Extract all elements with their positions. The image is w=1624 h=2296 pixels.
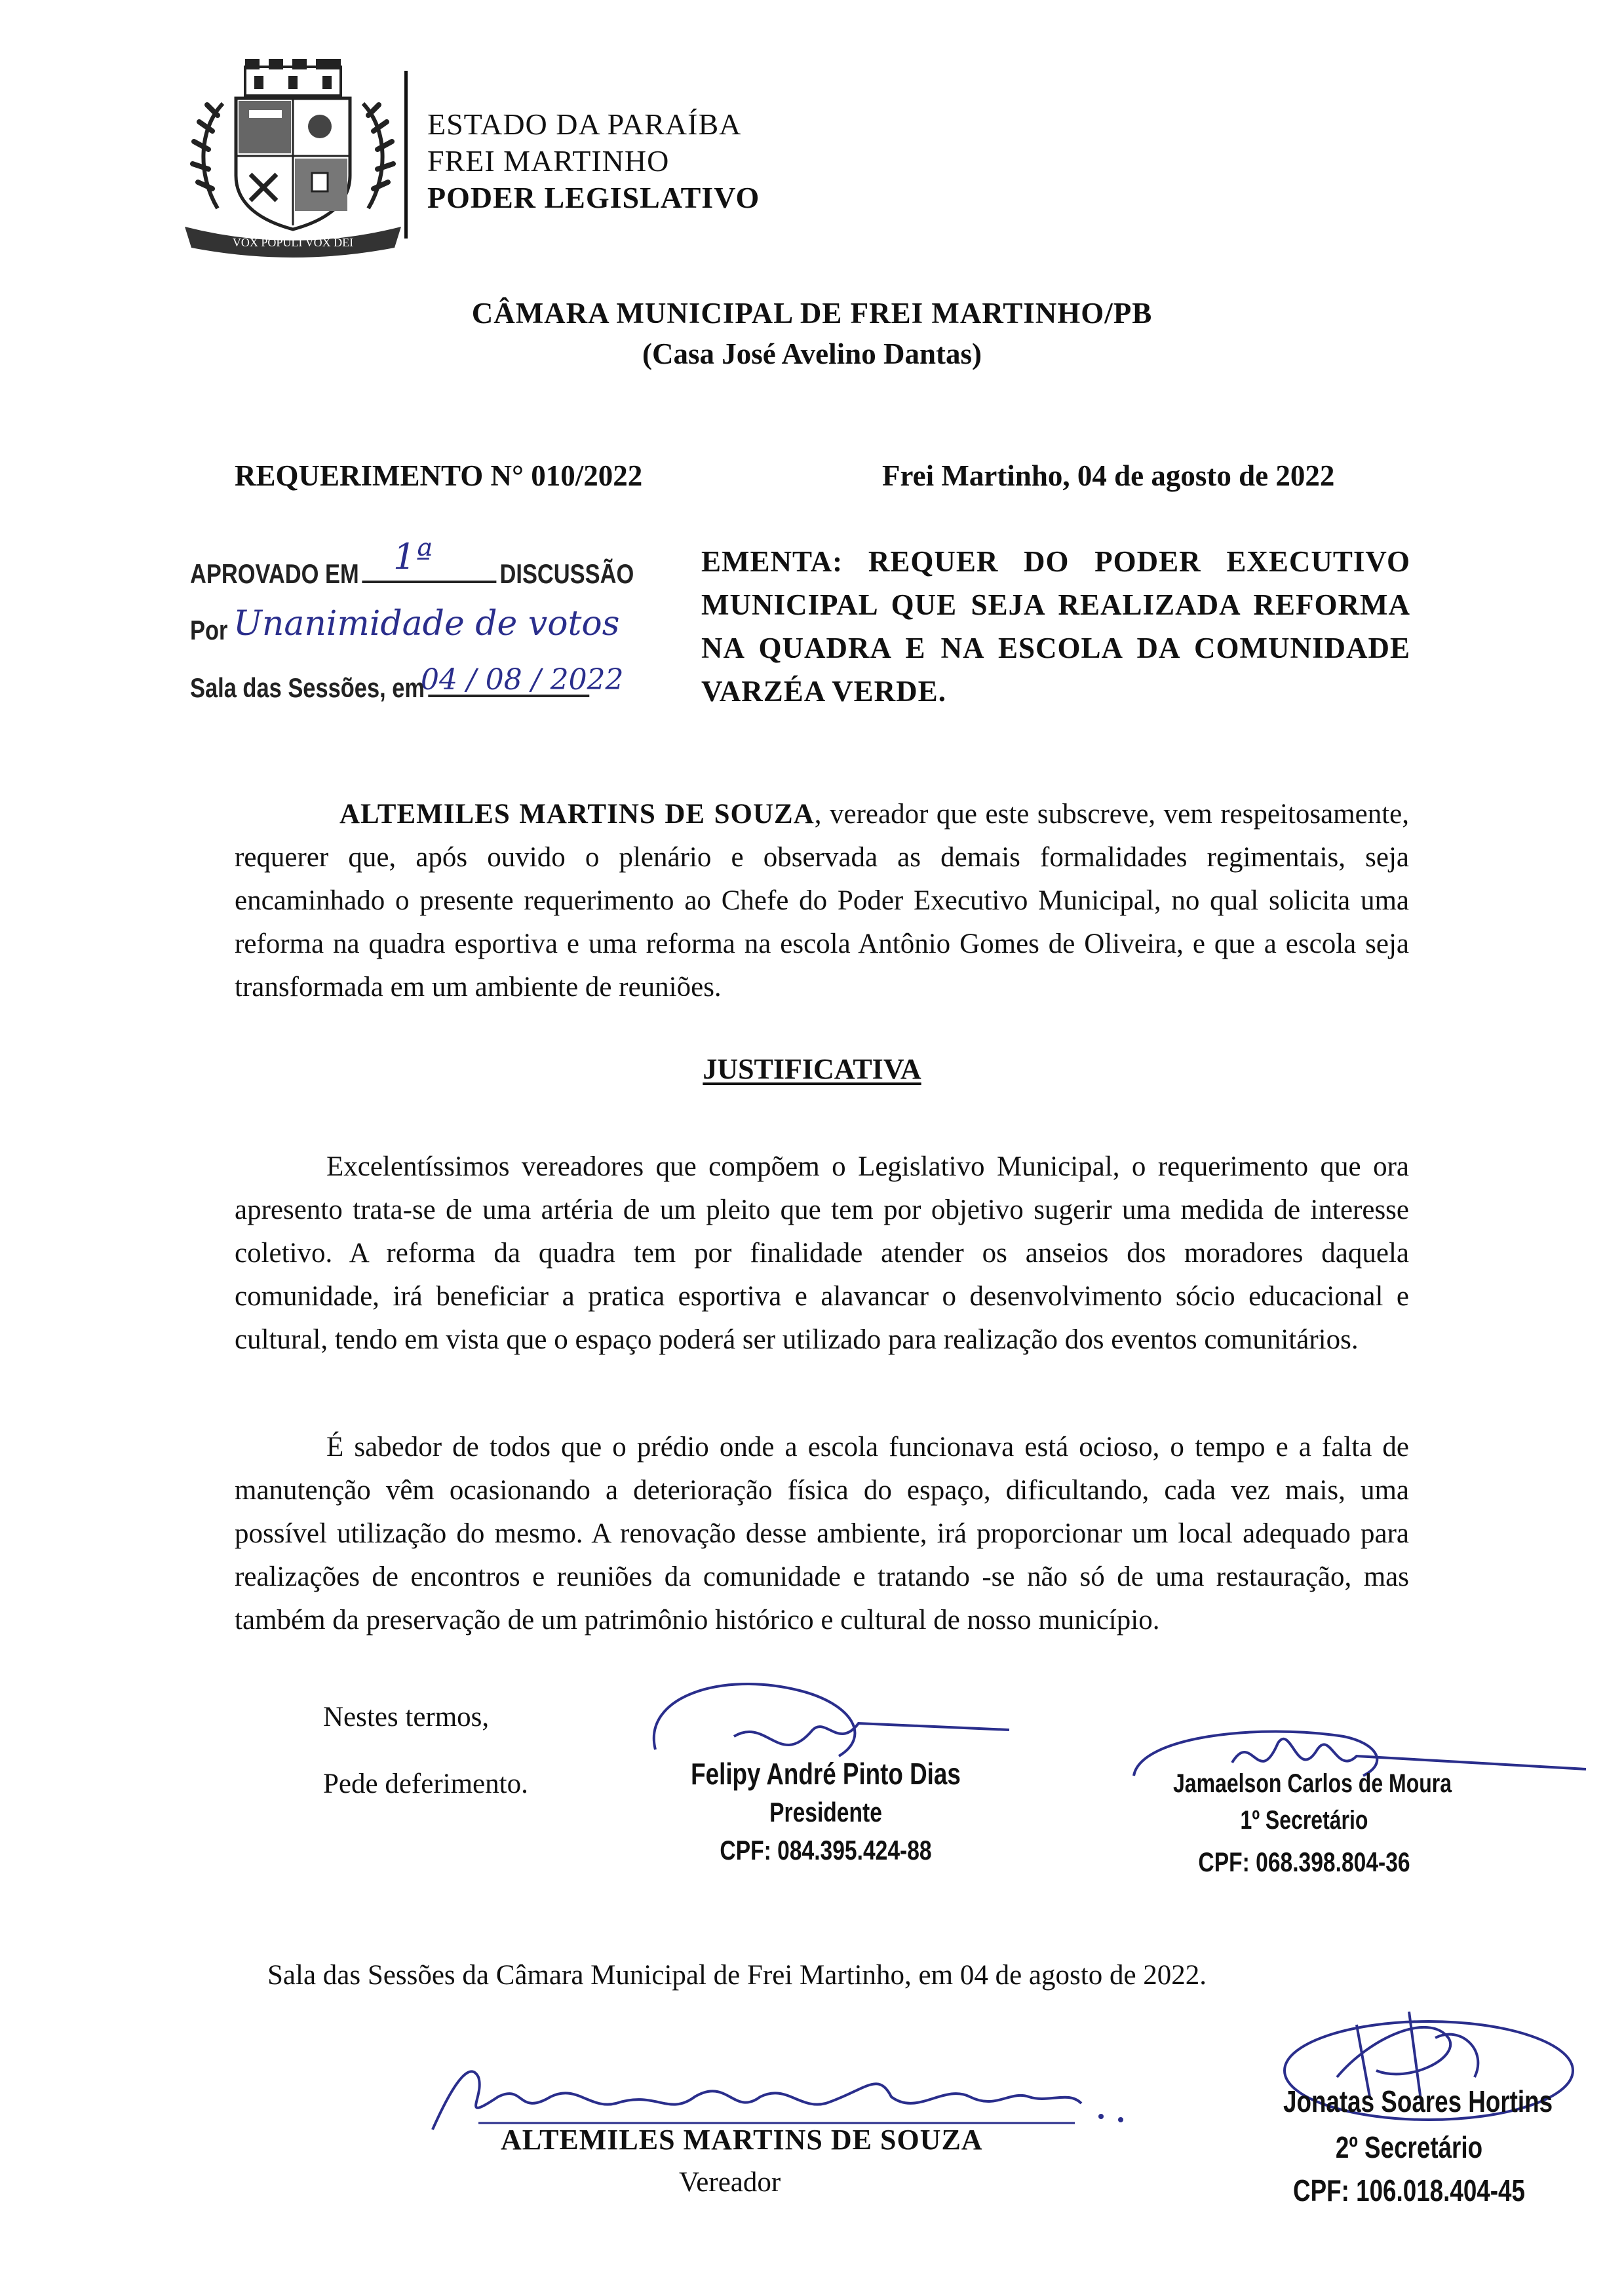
- header-block: [427, 106, 760, 216]
- stamp-session-label: Sala das Sessões, em: [190, 672, 425, 703]
- session-place-date: Sala das Sessões da Câmara Municipal de Frei Martinho, em 04 de agosto de 2022.: [267, 1960, 1207, 1991]
- request-number: REQUERIMENTO N° 010/2022: [235, 459, 643, 492]
- ementa: EMENTA: REQUER DO PODER EXECUTIVO MUNICIPAL QUE SEJA REALIZADA REFORMA NA QUADRA E NA ESCOLA DA COMUNIDADE VARZÉA VERDE.: [701, 545, 1410, 708]
- header-city: FREI MARTINHO: [427, 144, 670, 178]
- header-divider: [404, 71, 408, 239]
- justification-paragraph-2: É sabedor de todos que o prédio onde a escola funcionava está ocioso, o tempo e a falta de manutenção vêm ocasionando a deterioração física do espaço, dificultando, cada vez mais, uma possível utilização do mesmo. A renovação desse ambiente, irá proporcionar um local adequado para realizações de encontros e reuniões da comunidade e tratando -se não só de uma restauração, mas também da preservação de um patrimônio histórico e cultural de nosso município.: [235, 1432, 1409, 1636]
- first-secretary-name: Jamaelson Carlos de Moura: [1173, 1769, 1452, 1798]
- closing-terms: Nestes termos,: [323, 1702, 490, 1732]
- author-signatory-role: Vereador: [679, 2167, 781, 2198]
- first-secretary-cpf: CPF: 068.398.804-36: [1198, 1846, 1410, 1877]
- header-branch: PODER LEGISLATIVO: [427, 181, 760, 214]
- request-date: Frei Martinho, 04 de agosto de 2022: [882, 459, 1335, 492]
- second-secretary-name: Jonatas Soares Hortins: [1283, 2084, 1553, 2118]
- crest-motto: VOX POPULI VOX DEI: [232, 236, 354, 249]
- president-role: Presidente: [769, 1797, 882, 1827]
- stamp-discussion-label: DISCUSSÃO: [499, 558, 634, 589]
- closing-request: Pede deferimento.: [323, 1769, 528, 1799]
- second-secretary-cpf: CPF: 106.018.404-45: [1293, 2173, 1525, 2208]
- author-name: ALTEMILES MARTINS DE SOUZA: [339, 799, 815, 830]
- stamp-vote-result: Unanimidade de votos: [233, 604, 620, 643]
- request-text: , vereador que este subscreve, vem respeitosamente, requerer que, após ouvido o plenário e observada as demais formalidades regimentais, seja encaminhado o presente requerimento ao Chefe do Poder Executivo Municipal, no qual solicita uma reforma na quadra esportiva e uma reforma na escola Antônio Gomes de Oliveira, e que a escola seja transformada em um ambiente de reuniões.: [235, 799, 1409, 1003]
- stamp-by-label: Por: [190, 615, 228, 645]
- stamp-approved-label: APROVADO EM: [190, 558, 359, 589]
- justification-title: JUSTIFICATIVA: [703, 1053, 921, 1085]
- second-secretary-role: 2º Secretário: [1335, 2130, 1483, 2164]
- first-secretary-role: 1º Secretário: [1240, 1806, 1368, 1835]
- municipal-crest-icon: [172, 58, 414, 254]
- approval-stamp-line2: [190, 615, 227, 646]
- chamber-title: CÂMARA MUNICIPAL DE FREI MARTINHO/PB: [471, 297, 1153, 330]
- first-secretary-signature: [1127, 1717, 1586, 1815]
- stamp-discussion-number: 1ª: [393, 536, 433, 577]
- chamber-subtitle: (Casa José Avelino Dantas): [642, 337, 982, 370]
- header-state: ESTADO DA PARAÍBA: [427, 107, 742, 141]
- president-cpf: CPF: 084.395.424-88: [720, 1835, 932, 1866]
- author-signatory-name: ALTEMILES MARTINS DE SOUZA: [501, 2124, 983, 2156]
- president-name: Felipy André Pinto Dias: [691, 1757, 961, 1791]
- stamp-session-date: 04 / 08 / 2022: [421, 663, 624, 697]
- justification-paragraph-1: Excelentíssimos vereadores que compõem o Legislativo Municipal, o requerimento que ora apresento trata-se de uma artéria de um pleito que tem por objetivo sugerir uma medida de interesse coletivo. A reforma da quadra tem por finalidade atender os anseios dos moradores daquela comunidade, irá beneficiar a pratica esportiva e alavancar o desenvolvimento sócio educacional e cultural, tendo em vista que o espaço poderá ser utilizado para realização dos eventos comunitários.: [235, 1151, 1409, 1355]
- request-paragraph: [235, 793, 1409, 1009]
